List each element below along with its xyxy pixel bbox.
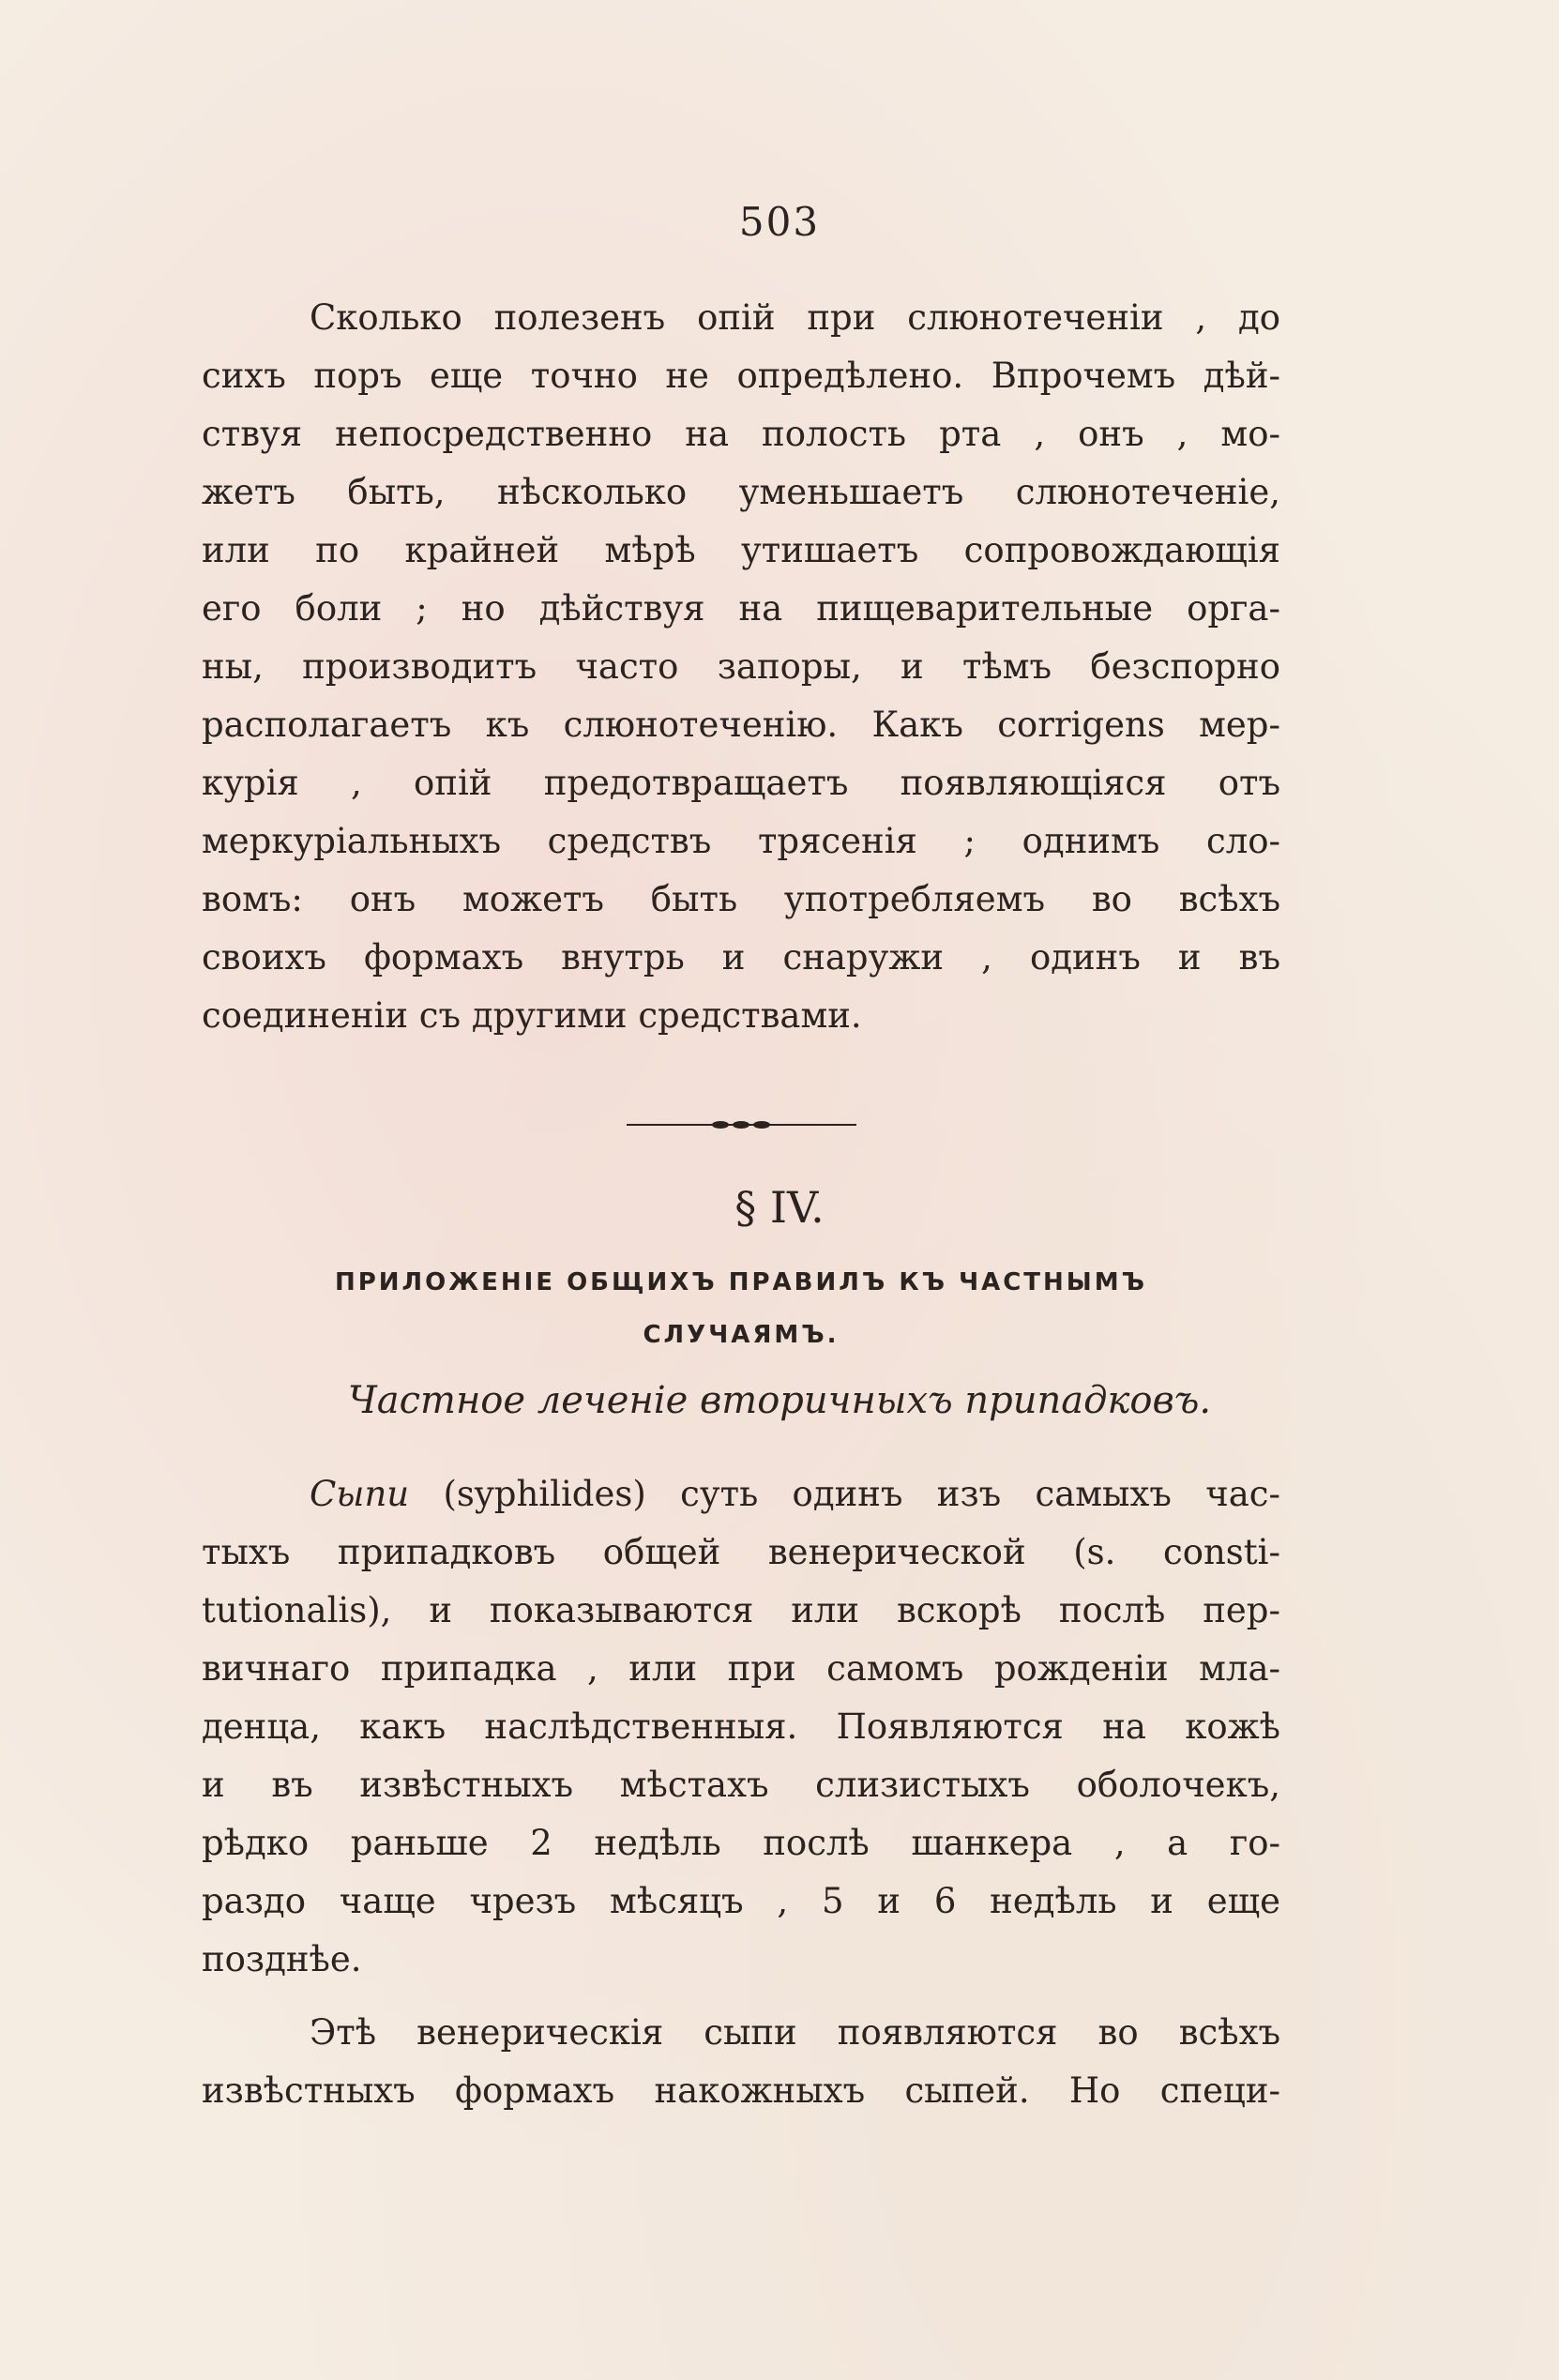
text-line: ны, производитъ часто запоры, и тѣмъ безспорно xyxy=(202,646,1280,687)
text-line: тыхъ припадковъ общей венерической (s. consti- xyxy=(202,1532,1280,1572)
section-heading-continued: СЛУЧАЯМЪ. xyxy=(643,1321,840,1349)
text-line: Этѣ венерическія сыпи появляются во всѣхъ xyxy=(310,2012,1280,2053)
text-line: курія , опій предотвращаетъ появляющіяся отъ xyxy=(202,763,1280,803)
text-line: денца, какъ наслѣдственныя. Появляются на кожѣ xyxy=(202,1706,1280,1747)
text-line xyxy=(202,1465,1280,1524)
text-line: его боли ; но дѣйствуя на пищеварительные орга- xyxy=(202,588,1280,629)
section-number: § IV. xyxy=(734,1182,825,1233)
text-line: меркуріальныхъ средствъ трясенія ; однимъ сло- xyxy=(202,821,1280,861)
text-line: Сколько полезенъ опій при слюнотеченіи , до xyxy=(310,297,1280,338)
text-line: ствуя непосредственно на полость рта , онъ , мо- xyxy=(202,414,1280,454)
emphasized-term: Сыпи xyxy=(310,1474,410,1514)
section-heading: ПРИЛОЖЕНІЕ ОБЩИХЪ ПРАВИЛЪ КЪ ЧАСТНЫМЪ xyxy=(334,1268,1148,1296)
text-line: соединеніи съ другими средствами. xyxy=(202,995,862,1036)
text-line: рѣдко раньше 2 недѣль послѣ шанкера , а го- xyxy=(202,1823,1280,1863)
text-line: раздо чаще чрезъ мѣсяцъ , 5 и 6 недѣль и еще xyxy=(202,1881,1280,1921)
text-line: располагаетъ къ слюнотеченію. Какъ corrigens мер- xyxy=(202,705,1280,745)
page-number: 503 xyxy=(738,199,821,245)
text-line: вомъ: онъ можетъ быть употребляемъ во всѣхъ xyxy=(202,879,1280,919)
text-line: своихъ формахъ внутрь и снаружи , одинъ и въ xyxy=(202,937,1280,978)
paragraph-forms xyxy=(202,2004,1280,2120)
paragraph-syphilides xyxy=(202,1465,1280,1989)
text-line: tutionalis), и показываются или вскорѣ послѣ пер- xyxy=(202,1590,1280,1630)
text-fragment: (syphilides) суть одинъ изъ самыхъ час- xyxy=(443,1474,1280,1514)
text-line: извѣстныхъ формахъ накожныхъ сыпей. Но специ- xyxy=(202,2070,1280,2111)
text-line: позднѣе. xyxy=(202,1939,362,1979)
text-line: или по крайней мѣрѣ утишаетъ сопровождающія xyxy=(202,530,1280,570)
text-line: жетъ быть, нѣсколько уменьшаетъ слюнотеченіе, xyxy=(202,472,1280,512)
text-line: и въ извѣстныхъ мѣстахъ слизистыхъ оболочекъ, xyxy=(202,1765,1280,1805)
subsection-title: Частное леченіе вторичныхъ припадковъ. xyxy=(347,1379,1212,1422)
text-line: вичнаго припадка , или при самомъ рожденіи мла- xyxy=(202,1648,1280,1689)
text-line: сихъ поръ еще точно не опредѣлено. Впрочемъ дѣй- xyxy=(202,356,1280,396)
paragraph-opium xyxy=(202,289,1280,1045)
ornamental-divider xyxy=(627,1119,856,1130)
